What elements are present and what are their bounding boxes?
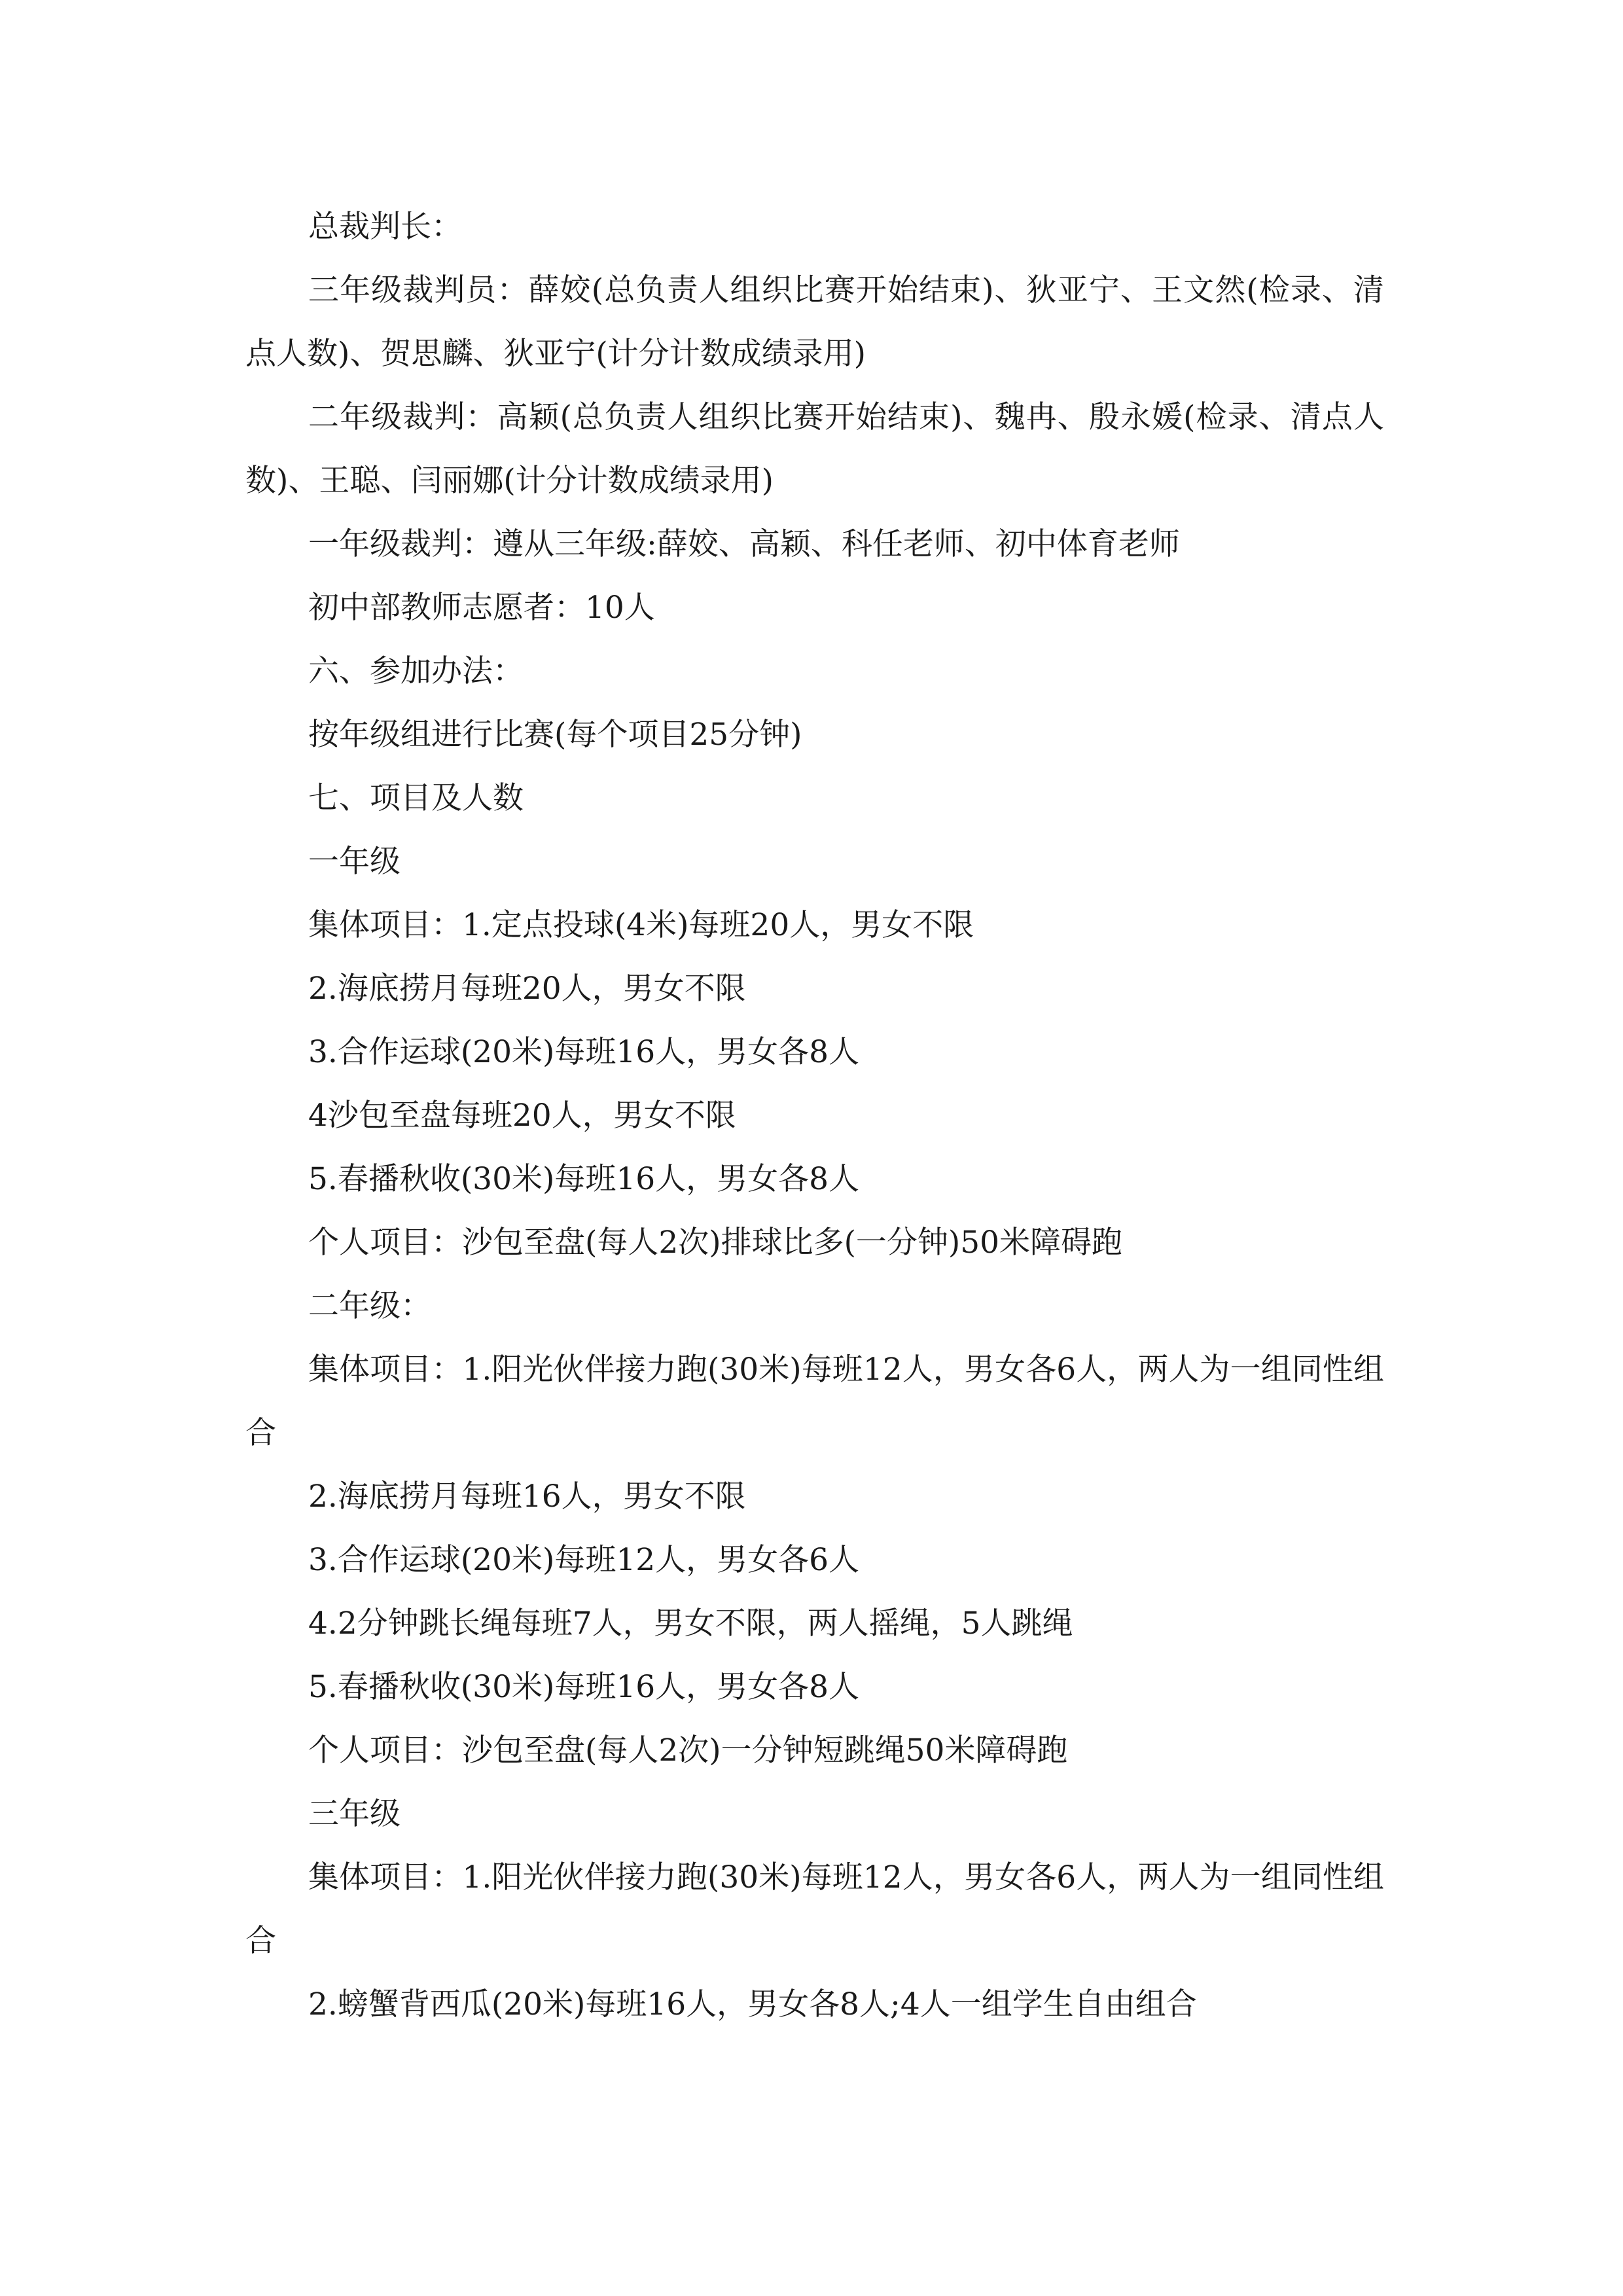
grade3-heading: 三年级 xyxy=(308,1796,401,1832)
paragraph-grade2-referees: 二年级裁判：高颖(总负责人组织比赛开始结束)、魏冉、殷永媛(检录、清点人数)、王聪、闫丽娜(计分计数成绩录用) xyxy=(245,399,1384,499)
grade1-heading: 一年级 xyxy=(308,844,401,880)
grade1-event-4: 4沙包至盘每班20人，男女不限 xyxy=(308,1098,736,1134)
grade1-event-5: 5.春播秋收(30米)每班16人，男女各8人 xyxy=(308,1161,860,1197)
paragraph-chief-referee: 总裁判长： xyxy=(308,209,462,245)
grade1-event-2: 2.海底捞月每班20人，男女不限 xyxy=(308,971,746,1007)
grade2-heading: 二年级： xyxy=(308,1288,431,1324)
grade1-event-3: 3.合作运球(20米)每班16人，男女各8人 xyxy=(308,1034,860,1070)
paragraph-participation-method: 按年级组进行比赛(每个项目25分钟) xyxy=(308,717,802,753)
grade2-event-3: 3.合作运球(20米)每班12人，男女各6人 xyxy=(308,1542,860,1578)
document-body xyxy=(245,195,1384,2036)
grade2-event-4: 4.2分钟跳长绳每班7人，男女不限，两人摇绳，5人跳绳 xyxy=(308,1605,1073,1641)
grade3-event-2: 2.螃蟹背西瓜(20米)每班16人，男女各8人;4人一组学生自由组合 xyxy=(308,1986,1197,2022)
paragraph-volunteers: 初中部教师志愿者：10人 xyxy=(308,590,655,626)
grade2-event-5: 5.春播秋收(30米)每班16人，男女各8人 xyxy=(308,1669,860,1705)
paragraph-grade3-referees: 三年级裁判员：薛姣(总负责人组织比赛开始结束)、狄亚宁、王文然(检录、清点人数)、贺思麟、狄亚宁(计分计数成绩录用) xyxy=(245,272,1384,372)
grade2-individual-events: 个人项目：沙包至盘(每人2次)一分钟短跳绳50米障碍跑 xyxy=(308,1732,1068,1768)
grade2-event-2: 2.海底捞月每班16人，男女不限 xyxy=(308,1479,746,1515)
grade1-individual-events: 个人项目：沙包至盘(每人2次)排球比多(一分钟)50米障碍跑 xyxy=(308,1225,1123,1261)
grade3-event-1: 集体项目：1.阳光伙伴接力跑(30米)每班12人，男女各6人，两人为一组同性组合 xyxy=(245,1859,1384,1959)
section-heading-events: 七、项目及人数 xyxy=(308,780,524,816)
section-heading-participation: 六、参加办法： xyxy=(308,653,524,689)
paragraph-grade1-referees: 一年级裁判：遵从三年级:薛姣、高颖、科任老师、初中体育老师 xyxy=(308,526,1180,562)
grade2-event-1: 集体项目：1.阳光伙伴接力跑(30米)每班12人，男女各6人，两人为一组同性组合 xyxy=(245,1352,1384,1451)
grade1-event-1: 集体项目：1.定点投球(4米)每班20人，男女不限 xyxy=(308,907,974,943)
